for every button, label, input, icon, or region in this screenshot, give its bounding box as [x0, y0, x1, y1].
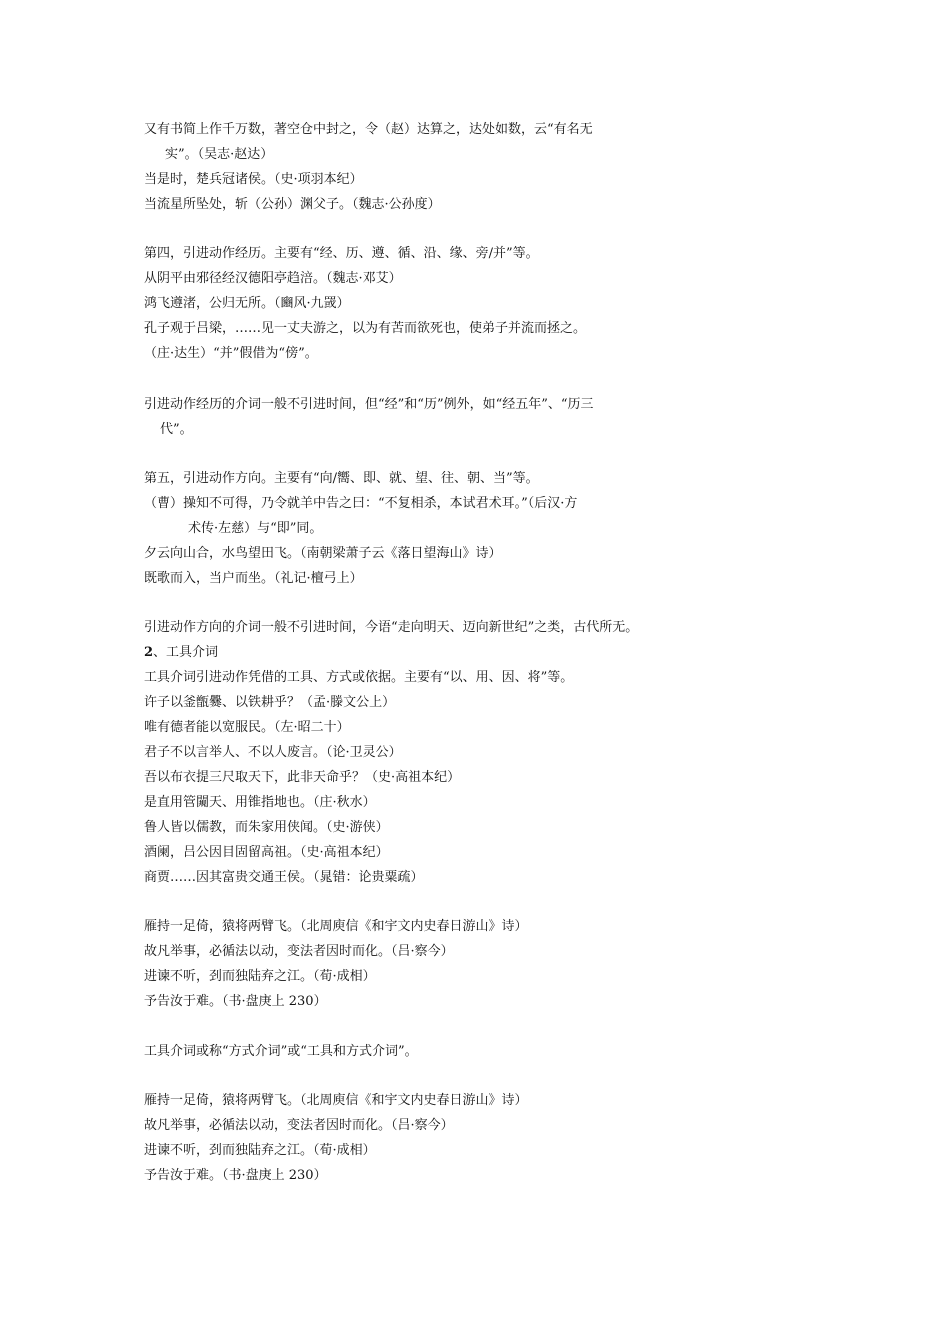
text-line: 工具介词引进动作凭借的工具、方式或依据。主要有“以、用、因、将”等。 — [144, 670, 574, 685]
text-line: 故凡举事，必循法以动，变法者因时而化。（吕·察今） — [144, 944, 454, 959]
text-line: 工具介词或称“方式介词”或“工具和方式介词”。 — [144, 1044, 418, 1059]
text-line: 吾以布衣提三尺取天下，此非天命乎？（史·高祖本纪） — [144, 770, 461, 785]
section-number: 2 — [144, 645, 154, 660]
section-title: 、工具介词 — [153, 645, 219, 660]
text-line: 鸿飞遵渚，公归无所。（豳风·九罭） — [144, 296, 350, 311]
text-line: 唯有德者能以宽服民。（左·昭二十） — [144, 720, 350, 735]
text-line: 商贾……因其富贵交通王侯。（晁错：论贵粟疏） — [144, 870, 424, 885]
text-line: 孔子观于吕梁，……见一丈夫游之，以为有苦而欲死也，使弟子并流而拯之。 — [144, 321, 587, 336]
text-line: 予告汝于难。（书·盘庚上 230） — [144, 1168, 327, 1183]
text-line: 第五，引进动作方向。主要有“向/嚮、即、就、望、往、朝、当”等。 — [144, 471, 539, 486]
text-line: 既歌而入，当户而坐。（礼记·檀弓上） — [144, 571, 363, 586]
text-line: 从阴平由邪径经汉德阳亭趋涪。（魏志·邓艾） — [144, 271, 402, 286]
text-line: 酒阑，吕公因目固留高祖。（史·高祖本纪） — [144, 845, 389, 860]
text-line: （曹）操知不可得，乃令就羊中告之曰：“不复相杀，本试君术耳。”（后汉·方 — [144, 496, 578, 511]
text-line: 雁持一足倚，猿将两臂飞。（北周庾信《和宇文内史春日游山》诗） — [144, 919, 528, 934]
section-heading — [144, 645, 218, 661]
text-line: （庄·达生）“并”假借为“傍”。 — [144, 346, 318, 361]
text-line: 予告汝于难。（书·盘庚上 230） — [144, 994, 327, 1009]
text-line: 引进动作经历的介词一般不引进时间，但“经”和“历”例外，如“经五年”、“历三 — [144, 397, 594, 412]
text-line: 鲁人皆以儒教，而朱家用侠闻。（史·游侠） — [144, 820, 389, 835]
text-line: 故凡举事，必循法以动，变法者因时而化。（吕·察今） — [144, 1118, 454, 1133]
text-line: 当流星所坠处，斩（公孙）渊父子。（魏志·公孙度） — [144, 197, 441, 212]
text-line: 代”。 — [160, 422, 193, 437]
text-line: 夕云向山合，水鸟望田飞。（南朝梁萧子云《落日望海山》诗） — [144, 546, 502, 561]
text-line: 实”。（吴志·赵达） — [165, 147, 274, 162]
text-line: 又有书简上作千万数，著空仓中封之，令（赵）达算之，达处如数，云“有名无 — [144, 122, 593, 137]
text-line: 当是时，楚兵冠诸侯。（史·项羽本纪） — [144, 172, 363, 187]
text-line: 君子不以言举人、不以人废言。（论·卫灵公） — [144, 745, 402, 760]
text-line: 雁持一足倚，猿将两臂飞。（北周庾信《和宇文内史春日游山》诗） — [144, 1093, 528, 1108]
text-line: 引进动作方向的介词一般不引进时间，今语“走向明天、迈向新世纪”之类，古代所无。 — [144, 620, 639, 635]
text-line: 许子以釜甑爨、以铁耕乎？（孟·滕文公上） — [144, 695, 396, 710]
text-line: 第四，引进动作经历。主要有“经、历、遵、循、沿、缘、旁/并”等。 — [144, 246, 539, 261]
text-line: 是直用管闚天、用锥指地也。（庄·秋水） — [144, 795, 376, 810]
text-line: 进谏不听，刭而独陆弃之江。（荀·成相） — [144, 1143, 376, 1158]
text-line: 进谏不听，刭而独陆弃之江。（荀·成相） — [144, 969, 376, 984]
text-line: 术传·左慈）与“即”同。 — [188, 521, 323, 536]
